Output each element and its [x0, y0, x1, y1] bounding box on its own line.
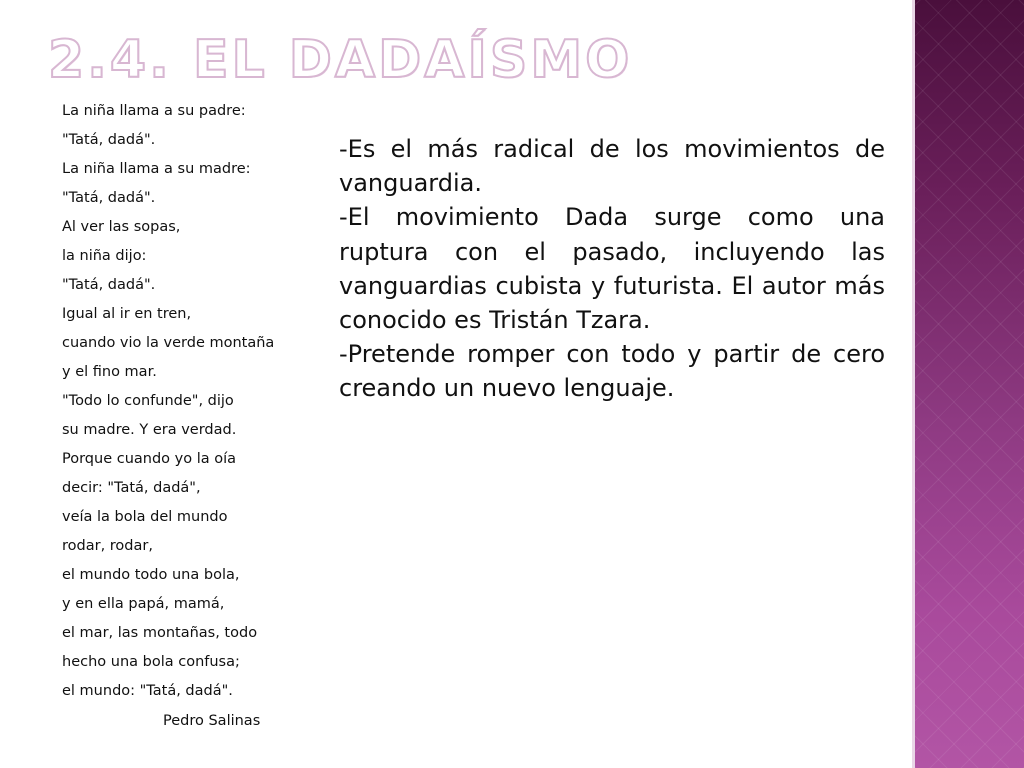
- poem-line: "Tatá, dadá".: [62, 132, 156, 148]
- poem-line: "Todo lo confunde", dijo: [62, 393, 234, 409]
- paragraph: -El movimiento Dada surge como una ruptura con el pasado, incluyendo las vanguardias cubista y futurista. El autor más conocido es Tristán Tzara.: [339, 203, 885, 335]
- poem-line: hecho una bola confusa;: [62, 654, 240, 670]
- poem-line: Al ver las sopas,: [62, 219, 181, 235]
- poem-line: el mundo: "Tatá, dadá".: [62, 683, 233, 699]
- paragraph: -Pretende romper con todo y partir de cero creando un nuevo lenguaje.: [339, 340, 885, 403]
- poem-line: Porque cuando yo la oía: [62, 451, 237, 467]
- poem-line: veía la bola del mundo: [62, 509, 228, 525]
- poem: [62, 97, 302, 706]
- poem-line: el mar, las montañas, todo: [62, 625, 258, 641]
- poem-line: la niña dijo:: [62, 248, 147, 264]
- decorative-side-band: [912, 0, 1024, 768]
- poem-line: "Tatá, dadá".: [62, 190, 156, 206]
- poem-line: el mundo todo una bola,: [62, 567, 240, 583]
- poem-line: su madre. Y era verdad.: [62, 422, 237, 438]
- poem-line: La niña llama a su madre:: [62, 161, 251, 177]
- poem-line: La niña llama a su padre:: [62, 103, 246, 119]
- body-text: [339, 132, 885, 406]
- paragraph: -Es el más radical de los movimientos de vanguardia.: [339, 135, 885, 198]
- poem-line: decir: "Tatá, dadá",: [62, 480, 201, 496]
- slide-title: 2.4. EL DADAÍSMO: [48, 30, 633, 90]
- poem-line: "Tatá, dadá".: [62, 277, 156, 293]
- poem-line: Igual al ir en tren,: [62, 306, 192, 322]
- poem-line: y en ella papá, mamá,: [62, 596, 225, 612]
- poem-author: Pedro Salinas: [163, 713, 261, 729]
- poem-line: y el fino mar.: [62, 364, 157, 380]
- poem-line: cuando vio la verde montaña: [62, 335, 275, 351]
- poem-line: rodar, rodar,: [62, 538, 153, 554]
